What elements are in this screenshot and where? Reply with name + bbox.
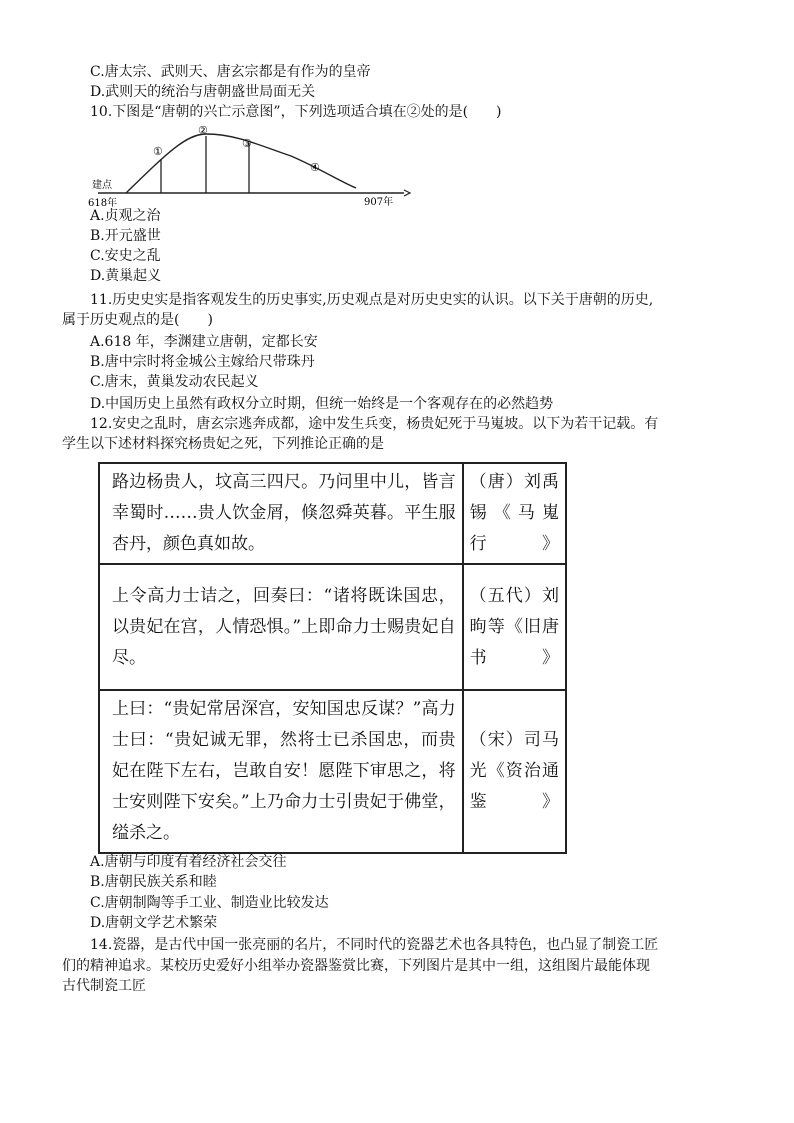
table-row	[99, 463, 566, 564]
q10-option-b: B.开元盛世	[90, 228, 161, 244]
q14-stem-line3: 古代制瓷工匠	[62, 978, 146, 994]
marker-4: ④	[310, 161, 320, 174]
q11-option-b: B.唐中宗时将金城公主嫁给尺带珠丹	[90, 354, 315, 370]
source-citation-3: （宋）司马光《资治通鉴》	[463, 690, 566, 853]
diagram-arrow	[404, 190, 410, 196]
q10-option-c: C.安史之乱	[90, 248, 161, 264]
start-label: 建点	[92, 180, 112, 191]
q12-stem-line2: 学生以下述材料探究杨贵妃之死，下列推论正确的是	[62, 436, 384, 452]
q10-option-a: A.贞观之治	[90, 208, 161, 224]
marker-2: ②	[198, 124, 208, 137]
source-table	[98, 462, 567, 854]
tang-rise-fall-diagram	[86, 124, 416, 210]
source-quote-2: 上令高力士诘之，回奏曰：“诸将既诛国忠，以贵妃在宫，人情恐惧。”上即命力士赐贵妃自尽。	[99, 564, 463, 690]
source-citation-1: （唐）刘禹锡《马嵬行》	[463, 463, 566, 564]
marker-3: ③	[242, 137, 252, 150]
q10-option-d: D.黄巢起义	[90, 268, 162, 284]
start-year: 618年	[88, 198, 118, 209]
q11-option-a: A.618 年，李渊建立唐朝，定都长安	[90, 334, 318, 350]
q11-option-d: D.中国历史上虽然有政权分立时期，但统一始终是一个客观存在的必然趋势	[90, 396, 554, 412]
q12-option-c: C.唐朝制陶等手工业、制造业比较发达	[90, 895, 329, 911]
q11-option-c: C.唐末，黄巢发动农民起义	[90, 374, 259, 390]
source-quote-1: 路边杨贵人，坟高三四尺。乃问里中儿，皆言幸蜀时……贵人饮金屑，倏忽舜英暮。平生服杏丹，颜色真如故。	[99, 463, 463, 564]
end-year: 907年	[364, 197, 394, 208]
marker-1: ①	[153, 145, 163, 158]
q12-stem-line1: 12.安史之乱时，唐玄宗逃奔成都，途中发生兵变，杨贵妃死于马嵬坡。以下为若干记载。有	[90, 416, 659, 432]
table-row	[99, 690, 566, 853]
q11-stem-line2: 属于历史观点的是( )	[62, 312, 213, 328]
q12-option-b: B.唐朝民族关系和睦	[90, 874, 217, 890]
q14-stem-line2: 们的精神追求。某校历史爱好小组举办瓷器鉴赏比赛，下列图片是其中一组，这组图片最能体现	[62, 958, 650, 974]
q11-stem-line1: 11.历史史实是指客观发生的历史事实,历史观点是对历史史实的认识。以下关于唐朝的历史,	[90, 292, 654, 308]
q12-option-d: D.唐朝文学艺术繁荣	[90, 915, 218, 931]
option-d-prev: D.武则天的统治与唐朝盛世局面无关	[90, 84, 316, 100]
q10-stem: 10.下图是“唐朝的兴亡示意图”，下列选项适合填在②处的是( )	[90, 104, 502, 120]
source-citation-2: （五代）刘昫等《旧唐书》	[463, 564, 566, 690]
option-c-prev: C.唐太宗、武则天、唐玄宗都是有作为的皇帝	[90, 64, 371, 80]
q14-stem-line1: 14.瓷器，是古代中国一张亮丽的名片，不同时代的瓷器艺术也各具特色，也凸显了制瓷工匠	[90, 937, 659, 953]
source-quote-3: 上曰：“贵妃常居深宫，安知国忠反谋？”高力士曰：“贵妃诚无罪，然将士已杀国忠，而贵妃在陛下左右，岂敢自安！愿陛下审思之，将士安则陛下安矣。”上乃命力士引贵妃于佛堂，缢杀之。	[99, 690, 463, 853]
table-row	[99, 564, 566, 690]
q12-option-a: A.唐朝与印度有着经济社会交往	[90, 854, 287, 870]
